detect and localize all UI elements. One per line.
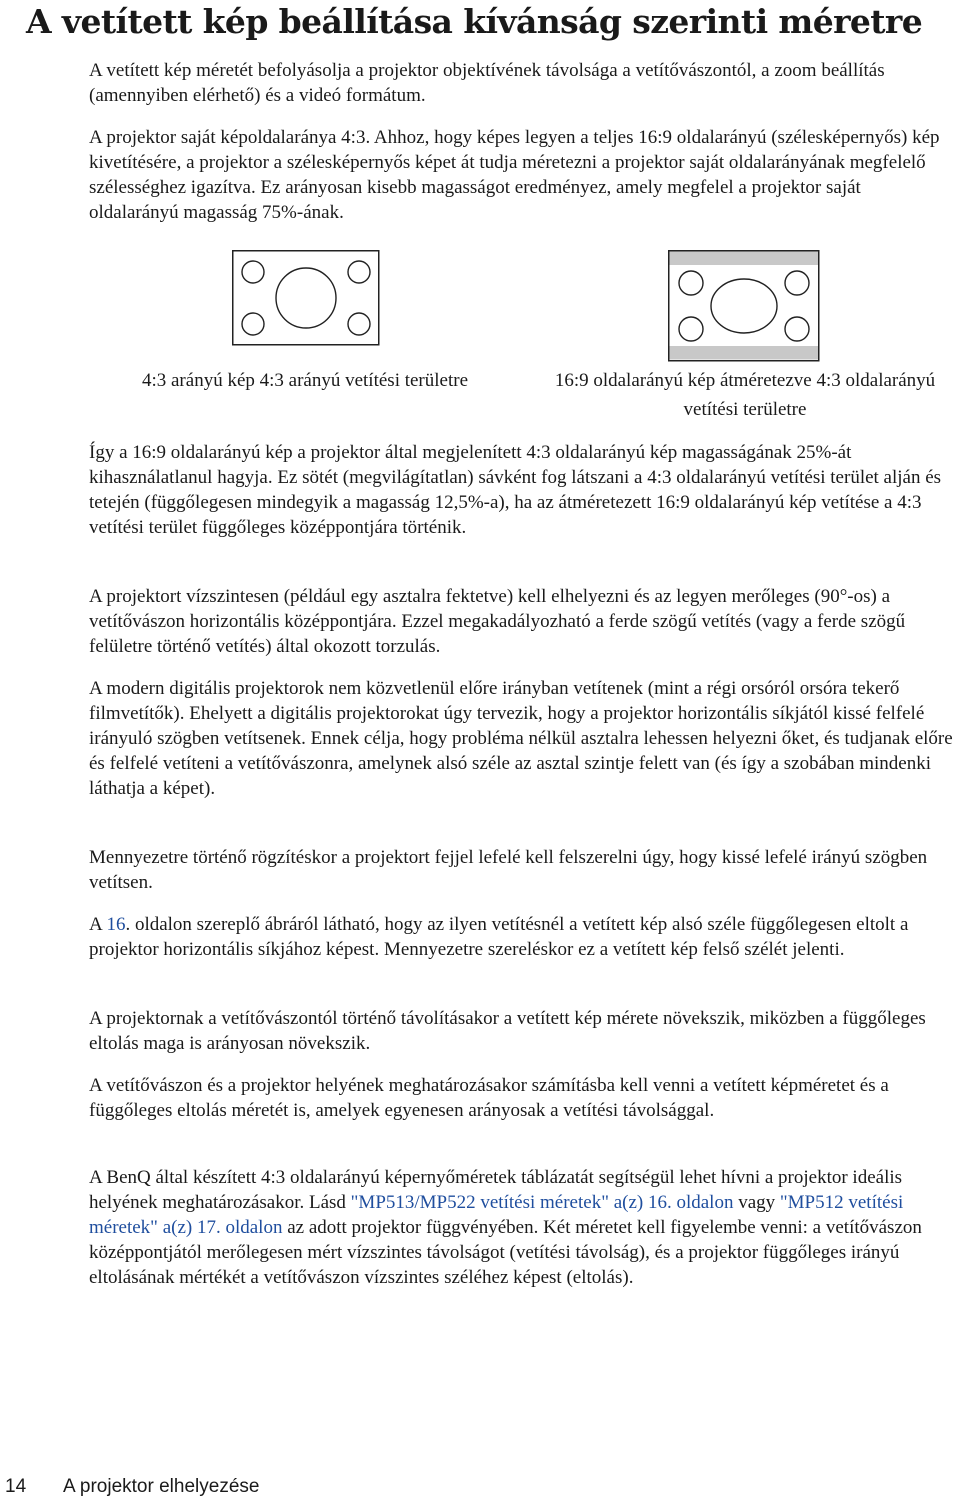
paragraph-ceiling-mount: Mennyezetre történő rögzítéskor a projektort fejjel lefelé kell felszerelni úgy, hogy kissé lefelé irányú szögben vetítsen. [89,847,928,893]
paragraph-distance-growth: A projektornak a vetítővászontól történő távolításakor a vetített kép mérete növekszik, miközben a függőleges eltolás maga is arányosan növekszik. [89,1008,926,1054]
page-title: A vetített kép beállítása kívánság szerinti méretre [26,2,923,41]
paragraph-intro: A vetített kép méretét befolyásolja a projektor objektívének távolsága a vetítővászontól, a zoom beállítás (amennyiben elérhető) és a videó formátum. [89,60,885,106]
paragraph-screen-placement: A vetítővászon és a projektor helyének meghatározásakor számításba kell venni a vetített képméretet és a függőleges eltolás méretét is, amelyek egyenesen arányosak a vetítési távolsággal. [89,1075,889,1121]
section-name: A projektor elhelyezése [63,1476,260,1497]
paragraph-modern-projectors: A modern digitális projektorok nem közvetlenül előre irányban vetítenek (mint a régi orsóról orsóra tekerő filmvetítők). Ehelyett a digitális projektorokat úgy tervezik, hogy a projektor horizontális síkjától kissé felfelé irányuló szögben vetítsenek. Ennek célja, hogy probléma nélkül asztalra lehessen helyezni őket, és tudjanak előre és felfelé vetíteni a vetítővászonra, amelynek alsó széle az asztal szintje felett van (és így a szobában mindenki láthatja a képet). [89,678,953,799]
projection-area-frame [669,251,819,361]
paragraph-horizontal-placement: A projektort vízszintesen (például egy asztalra fektetve) kell elhelyezni és az legyen merőleges (90°-os) a vetítővászon horizontális középpontjára. Ezzel megakadályozható a ferde szögű vetítés (vagy a ferde szögű felületre történő vetítés) által okozott torzulás. [89,586,906,657]
figure-caption-1: 4:3 arányú kép 4:3 arányú vetítési területre [141,370,469,391]
page-footer [0,1474,960,1499]
projection-area-frame [233,251,379,345]
text-segment: az adott projektor függvényében. Két méretet kell figyelembe venni: a vetítővászon középpontjától merőlegesen mért vízszintes távolságot (vetítési távolság), és a projektor függőleges irányú eltolásának mértékét a vetítővászon vízszintes széléhez képest (eltolás). [89,1217,922,1288]
text-segment: A BenQ által készített 4:3 oldalarányú képernyőméretek táblázatát segítségül lehet hívni a projektor ideális helyének meghatározásakor. Lásd [89,1167,903,1213]
link-page-16[interactable]: 16 [106,914,126,935]
text-segment: vagy [733,1192,780,1213]
paragraph-aspect-ratio: A projektor saját képoldalaránya 4:3. Ahhoz, hogy képes legyen a teljes 16:9 oldalarányú (szélesképernyős) kép kivetítésére, a projektor a szélesképernyős képet át tudja méretezni a projektor saját oldalarányának megfelelő szélességhez igazítva. Ez arányosan kisebb magasságot eredményez, amely megfelel a projektor saját oldalarányú magasság 75%-ának. [89,127,940,223]
text-segment: A [89,914,107,935]
paragraph-size-tables [89,1165,955,1290]
link-mp512-sizes[interactable]: "MP512 vetítési méretek" a(z) 17. oldalon [89,1192,904,1238]
figure-caption-2: 16:9 oldalarányú kép átméretezve 4:3 oldalarányú vetítési területre [554,370,936,420]
link-mp513-mp522-sizes[interactable]: "MP513/MP522 vetítési méretek" a(z) 16. oldalon [350,1192,734,1213]
text-segment: . oldalon szereplő ábráról látható, hogy az ilyen vetítésnél a vetített kép alsó széle függőlegesen eltolt a projektor horizontális síkjához képest. Mennyezetre szereléskor ez a vetített kép felső szélét jelenti. [89,914,909,960]
page-number: 14 [5,1476,27,1497]
dark-band-top [670,252,819,266]
figure-16-9-on-4-3 [668,250,820,362]
paragraph-unused-height: Így a 16:9 oldalarányú kép a projektor által megjelenített 4:3 oldalarányú kép magasságának 25%-át kihasználatlanul hagyja. Ez sötét (megvilágítatlan) sávként fog látszani a 4:3 oldalarányú vetítési terület alján és tetején (függőlegesen mindegyik a magasság 12,5%-a), ha az átméretezett 16:9 oldalarányú kép vetítése a 4:3 vetítési terület függőleges középpontjára történik. [89,442,942,538]
paragraph-offset [89,912,955,962]
figure-4-3-on-4-3 [232,250,380,346]
dark-band-bottom [670,346,819,360]
